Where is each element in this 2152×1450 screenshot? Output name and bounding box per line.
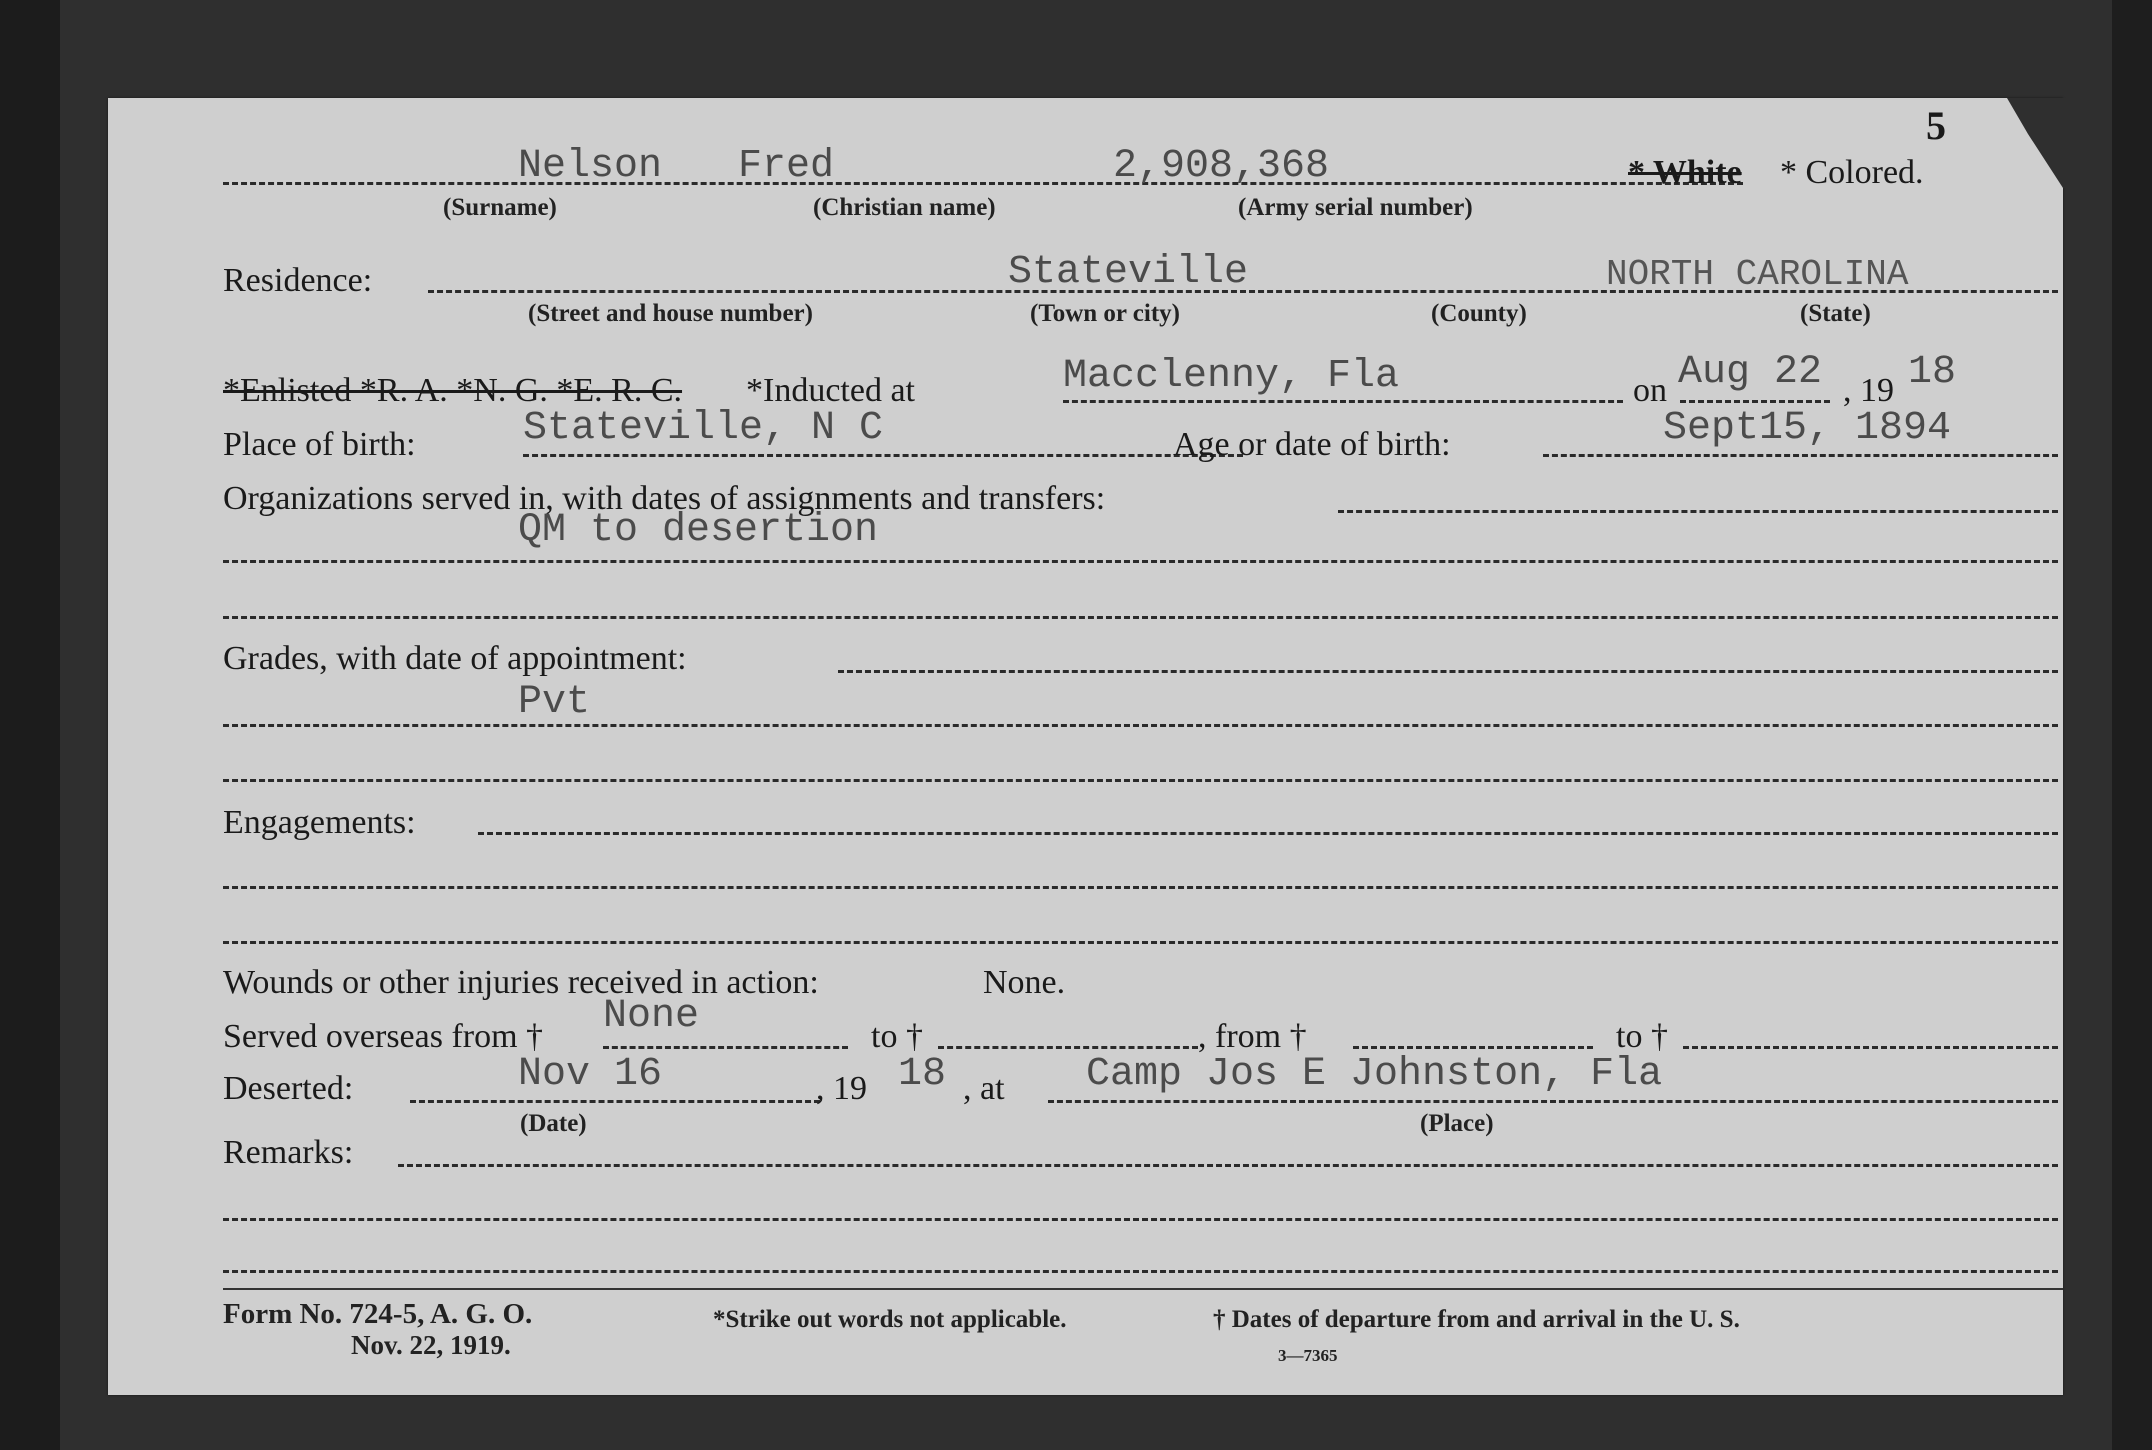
form-date: Nov. 22, 1919. bbox=[351, 1330, 511, 1360]
overseas-from2-label: , from † bbox=[1198, 1018, 1307, 1055]
age-or-dob-label: Age or date of birth: bbox=[1173, 426, 1451, 463]
overseas-from-value: None bbox=[603, 994, 700, 1039]
overseas-from-line bbox=[603, 1046, 848, 1049]
surname-value: Nelson bbox=[518, 144, 663, 189]
inducted-date-line bbox=[1680, 400, 1830, 403]
organizations-line-1 bbox=[1338, 510, 2058, 513]
christian-name-caption: (Christian name) bbox=[813, 194, 996, 221]
form-number: Form No. 724-5, A. G. O. bbox=[223, 1298, 533, 1330]
deserted-year-suffix: 18 bbox=[898, 1052, 947, 1097]
deserted-label: Deserted: bbox=[223, 1070, 354, 1107]
deserted-place-line bbox=[1048, 1100, 2058, 1103]
inducted-place-line bbox=[1063, 400, 1623, 403]
overseas-to-line bbox=[938, 1046, 1198, 1049]
remarks-line-3 bbox=[223, 1270, 2058, 1273]
deserted-date-caption: (Date) bbox=[520, 1110, 587, 1137]
christian-name-value: Fred bbox=[738, 144, 835, 189]
place-of-birth-label: Place of birth: bbox=[223, 426, 416, 463]
grades-label: Grades, with date of appointment: bbox=[223, 640, 687, 677]
organizations-label: Organizations served in, with dates of assignments and transfers: bbox=[223, 480, 1106, 517]
serial-number-caption: (Army serial number) bbox=[1238, 194, 1473, 221]
overseas-from-label: Served overseas from † bbox=[223, 1018, 544, 1055]
deserted-place-caption: (Place) bbox=[1420, 1110, 1494, 1137]
inducted-place-value: Macclenny, Fla bbox=[1063, 354, 1400, 399]
inducted-year-prefix: , 19 bbox=[1843, 372, 1894, 409]
organizations-line-3 bbox=[223, 616, 2058, 619]
scan-border-left bbox=[0, 0, 60, 1450]
remarks-line-2 bbox=[223, 1218, 2058, 1221]
enlisted-options: *Enlisted *R. A. *N. G. *E. R. C. bbox=[223, 372, 683, 409]
grades-line-2 bbox=[223, 724, 2058, 727]
residence-state-value: NORTH CAROLINA bbox=[1606, 254, 1909, 295]
remarks-label: Remarks: bbox=[223, 1134, 354, 1171]
white-option: * White bbox=[1628, 154, 1742, 191]
state-caption: (State) bbox=[1800, 300, 1871, 327]
wounds-label: Wounds or other injuries received in action: bbox=[223, 964, 819, 1001]
grades-line-3 bbox=[223, 779, 2058, 782]
dob-value: Sept15, 1894 bbox=[1663, 406, 1952, 451]
inducted-at-label: *Inducted at bbox=[746, 372, 915, 409]
county-caption: (County) bbox=[1431, 300, 1527, 327]
place-of-birth-line bbox=[523, 454, 1243, 457]
inducted-date-value: Aug 22 bbox=[1678, 350, 1823, 395]
surname-line bbox=[223, 182, 1743, 185]
on-label: on bbox=[1633, 372, 1667, 409]
place-of-birth-value: Stateville, N C bbox=[523, 406, 884, 451]
page-number: 5 bbox=[1926, 103, 1946, 148]
deserted-at-label: , at bbox=[963, 1070, 1005, 1107]
engagements-line-1 bbox=[478, 832, 2058, 835]
deserted-place-value: Camp Jos E Johnston, Fla bbox=[1086, 1052, 1663, 1097]
town-caption: (Town or city) bbox=[1030, 300, 1180, 327]
print-code: 3—7365 bbox=[1278, 1346, 1338, 1365]
remarks-line-1 bbox=[398, 1164, 2058, 1167]
residence-label: Residence: bbox=[223, 262, 373, 299]
deserted-date-line bbox=[410, 1100, 820, 1103]
overseas-from2-line bbox=[1353, 1046, 1593, 1049]
organizations-entry: QM to desertion bbox=[518, 508, 879, 553]
deserted-date-value: Nov 16 bbox=[518, 1052, 663, 1097]
overseas-to2-label: to † bbox=[1616, 1018, 1668, 1055]
scan-border-right bbox=[2112, 0, 2152, 1450]
engagements-line-3 bbox=[223, 941, 2058, 944]
footer-rule bbox=[223, 1288, 2063, 1290]
colored-option: * Colored. bbox=[1780, 154, 1924, 191]
inducted-year-suffix: 18 bbox=[1908, 350, 1957, 395]
engagements-label: Engagements: bbox=[223, 804, 416, 841]
service-record-card bbox=[108, 98, 2063, 1395]
engagements-line-2 bbox=[223, 886, 2058, 889]
overseas-to-label: to † bbox=[871, 1018, 923, 1055]
strike-note: *Strike out words not applicable. bbox=[713, 1306, 1067, 1333]
surname-caption: (Surname) bbox=[443, 194, 557, 221]
grades-entry: Pvt bbox=[518, 680, 591, 725]
grades-line-1 bbox=[838, 670, 2058, 673]
wounds-value: None. bbox=[983, 964, 1066, 1001]
overseas-to2-line bbox=[1683, 1046, 2058, 1049]
dates-note: † Dates of departure from and arrival in the U. S. bbox=[1213, 1306, 1740, 1333]
dob-line bbox=[1543, 454, 2058, 457]
serial-number-value: 2,908,368 bbox=[1113, 144, 1330, 189]
street-caption: (Street and house number) bbox=[528, 300, 813, 327]
deserted-year-prefix: , 19 bbox=[816, 1070, 867, 1107]
residence-town-value: Stateville bbox=[1008, 250, 1249, 295]
organizations-line-2 bbox=[223, 560, 2058, 563]
